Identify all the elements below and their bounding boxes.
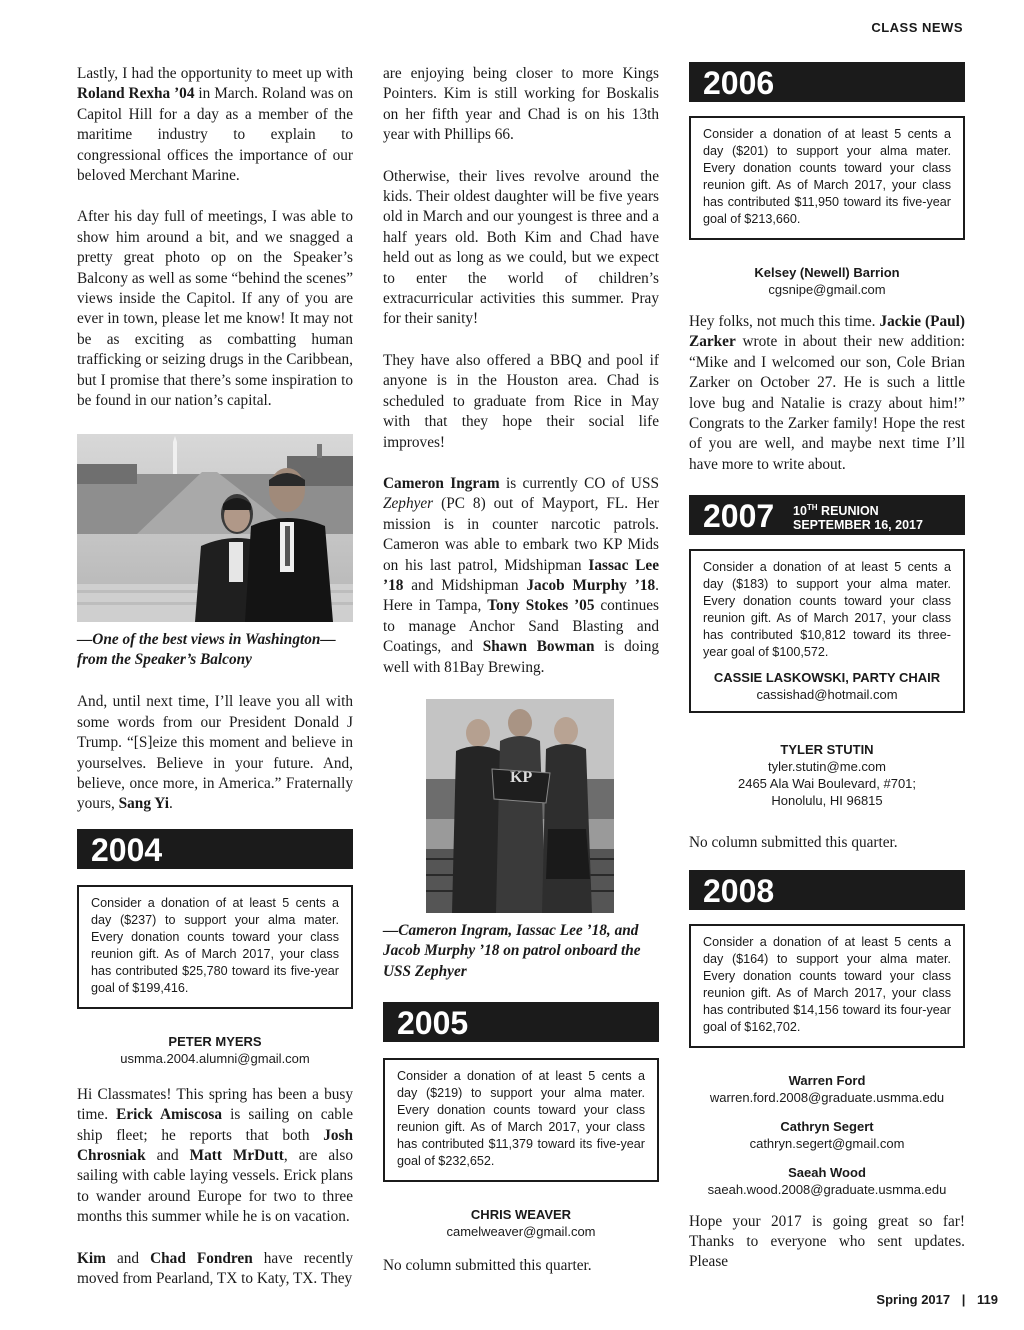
- contact-email[interactable]: camelweaver@gmail.com: [446, 1224, 596, 1240]
- article-paragraph: Hey folks, not much this time. Jackie (Paul) Zarker wrote in about their new addition: “Mike and I welcomed our son, Cole Brian Zarker on October 27. He is such a little love bug and Natalie is crazy about him!” Congrats to the Zarker family! Hope the rest of you are well, and maybe next time I’ll have more to write about.: [689, 313, 965, 473]
- no-column-note: No column submitted this quarter.: [689, 834, 898, 852]
- contact-email[interactable]: usmma.2004.alumni@gmail.com: [120, 1050, 310, 1066]
- page-footer: [876, 1292, 998, 1307]
- contact-name: PETER MYERS: [168, 1033, 262, 1049]
- capitol-photo-illustration: [77, 434, 353, 622]
- contact-email[interactable]: cgsnipe@gmail.com: [768, 282, 886, 297]
- class-2005-header: 2005: [383, 1002, 659, 1042]
- pennant-text: KP: [510, 768, 533, 786]
- article-paragraph: Hope your 2017 is going great so far! Thanks to everyone who sent updates. Please: [689, 1212, 965, 1271]
- page-number: 119: [977, 1292, 998, 1307]
- contact-name: Warren Ford: [788, 1072, 866, 1088]
- party-chair-email[interactable]: cassishad@hotmail.com: [756, 687, 898, 703]
- class-2008-donation-box: Consider a donation of at least 5 cents a day ($164) to support your alma mater. Every donation counts toward your class reunion gift. As of March 2017, your class has contributed $14,156 toward its four-year goal of $162,702.: [689, 924, 965, 1048]
- contact-name: Cathryn Segert: [780, 1118, 874, 1134]
- class-2008-contact: [689, 1164, 965, 1198]
- class-2008-contact: [689, 1072, 965, 1106]
- class-2006-contact: [689, 264, 965, 298]
- footer-separator: |: [961, 1292, 966, 1307]
- contact-address: 2465 Ala Wai Boulevard, #701;: [737, 776, 917, 792]
- contact-email[interactable]: tyler.stutin@me.com: [768, 759, 886, 775]
- article-paragraph: They have also offered a BBQ and pool if anyone is in the Houston area. Chad is scheduled to graduate from Rice in May with that they hope their social life improves!: [383, 351, 659, 451]
- article-paragraph: Otherwise, their lives revolve around the kids. Their oldest daughter will be five years old in March and our youngest is three and a half years old. Both Kim and Chad have held out as long as we could, but we expect to enter the world of children’s extracurricular activities this summer. Pray for their sanity!: [383, 167, 659, 328]
- class-2007-header: 2007 10TH REUNION SEPTEMBER 16, 2017: [689, 495, 965, 535]
- class-2006-donation-box: Consider a donation of at least 5 cents a day ($201) to support your alma mater. Every donation counts toward your class reunion gift. As of March 2017, your class has contributed $11,950 toward its five-year goal of $213,660.: [689, 116, 965, 240]
- contact-name: CHRIS WEAVER: [470, 1207, 572, 1223]
- column-3: [689, 62, 965, 1294]
- article-paragraph: And, until next time, I’ll leave you all with some words from our President Donald J Trump. “[S]eize this moment and believe in yourselves. Believe in your future. And, believe, once more, in America.” Fraternally yours, Sang Yi.: [77, 693, 353, 813]
- contact-email[interactable]: cathryn.segert@gmail.com: [749, 1135, 905, 1151]
- class-2006-header: 2006: [689, 62, 965, 102]
- contact-address: Honolulu, HI 96815: [771, 793, 883, 809]
- class-2004-donation-box: Consider a donation of at least 5 cents a day ($237) to support your alma mater. Every donation counts toward your class reunion gift. As of March 2017, your class has contributed $25,780 toward its five-year goal of $199,416.: [77, 885, 353, 1009]
- photo-caption: —Cameron Ingram, Iassac Lee ’18, and Jacob Murphy ’18 on patrol onboard the USS Zephyer: [383, 921, 641, 980]
- party-chair-box: [689, 669, 965, 713]
- no-column-note: No column submitted this quarter.: [383, 1257, 592, 1275]
- party-chair-name: CASSIE LASKOWSKI, PARTY CHAIR: [713, 670, 941, 686]
- donation-text: Consider a donation of at least 5 cents a day ($183) to support your alma mater. Every donation counts toward your class reunion gift. As of March 2017, your class has contributed $10,812 toward its three-year goal of $100,572.: [703, 560, 951, 660]
- class-2005-contact: [383, 1206, 659, 1240]
- section-label: CLASS NEWS: [871, 20, 963, 35]
- class-2004-contact: [77, 1033, 353, 1067]
- contact-email[interactable]: warren.ford.2008@graduate.usmma.edu: [709, 1089, 945, 1105]
- column-1: [77, 64, 353, 1310]
- photo-caption: —One of the best views in Washington—from the Speaker’s Balcony: [77, 630, 336, 668]
- article-paragraph: Hi Classmates! This spring has been a busy time. Erick Amiscosa is sailing on cable ship fleet; he reports that both Josh Chrosniak and Matt MrDutt, are also sailing with cable laying vessels. Erick plans to wander around Europe for two to three months this summer while he is on vacation.: [77, 1085, 353, 1226]
- contact-name: Saeah Wood: [788, 1164, 866, 1180]
- patrol-photo-illustration: [426, 699, 614, 913]
- article-paragraph: Cameron Ingram is currently CO of USS Zephyer (PC 8) out of Mayport, FL. Her mission is in counter narcotic patrols. Cameron was able to embark two KP Mids on his last patrol, Midshipman Iassac Lee ’18 and Midshipman Jacob Murphy ’18. Here in Tampa, Tony Stokes ’05 continues to manage Anchor Sand Blasting and Coatings, and Shawn Bowman is doing well with 81Bay Brewing.: [383, 474, 659, 676]
- column-2: [383, 64, 659, 1298]
- class-2007-contact: [689, 741, 965, 809]
- issue-label: Spring 2017: [876, 1292, 951, 1307]
- article-paragraph: After his day full of meetings, I was able to show him around a bit, and we snagged a pretty great photo op on the Speaker’s Balcony as well as some “behind the scenes” views inside the Capitol. If any of you are ever in town, please let me know! It may not be as exciting as combatting human trafficking or seizing drugs in the Caribbean, but I promise that there’s some inspiration to be found in our nation’s capital.: [77, 208, 353, 410]
- class-2004-header: 2004: [77, 829, 353, 869]
- patrol-photo: [426, 699, 614, 913]
- class-2007-donation-box: [689, 549, 965, 683]
- article-paragraph: Lastly, I had the opportunity to meet up with Roland Rexha ’04 in March. Roland was on Capitol Hill for a day as a member of the maritime industry to explain to congressional offices the importance of our beloved Merchant Marine.: [77, 65, 353, 185]
- reunion-banner: 10TH REUNION SEPTEMBER 16, 2017: [793, 503, 923, 533]
- class-2005-donation-box: Consider a donation of at least 5 cents a day ($219) to support your alma mater. Every donation counts toward your class reunion gift. As of March 2017, your class has contributed $11,379 toward its five-year goal of $232,652.: [383, 1058, 659, 1182]
- class-2008-contact: [689, 1118, 965, 1152]
- contact-name: Kelsey (Newell) Barrion: [754, 265, 900, 280]
- capitol-balcony-photo: [77, 434, 353, 622]
- contact-email[interactable]: saeah.wood.2008@graduate.usmma.edu: [707, 1181, 947, 1197]
- class-2008-header: 2008: [689, 870, 965, 910]
- article-paragraph: Kim and Chad Fondren have recently moved from Pearland, TX to Katy, TX. They: [77, 1249, 353, 1287]
- contact-name: TYLER STUTIN: [780, 742, 874, 758]
- article-paragraph: are enjoying being closer to more Kings Pointers. Kim is still working for Boskalis on her fifth year and Chad is on his 13th year with Phillips 66.: [383, 65, 659, 144]
